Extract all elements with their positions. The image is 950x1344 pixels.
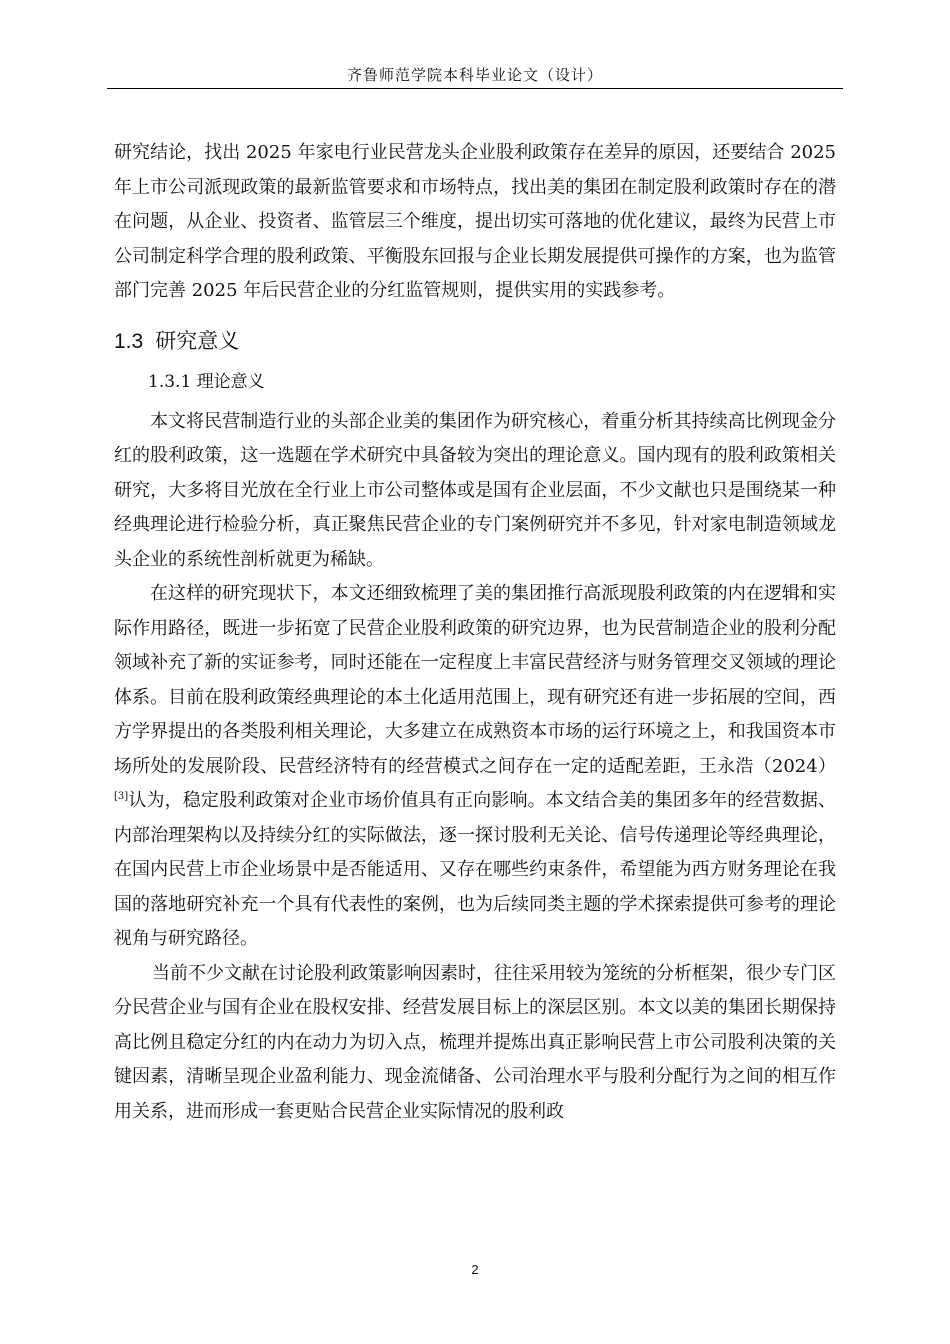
page-header: 齐鲁师范学院本科毕业论文（设计） <box>346 66 603 84</box>
paragraph-2 <box>114 577 836 957</box>
section-title: 研究意义 <box>155 329 240 353</box>
paragraph-1: 本文将民营制造行业的头部企业美的集团作为研究核心，着重分析其持续高比例现金分红的股利政策，这一选题在学术研究中具备较为突出的理论意义。国内现有的股利政策相关研究，大多将目光放在全行业上市公司整体或是国有企业层面，不少文献也只是围绕某一种经典理论进行检验分析，真正聚焦民营企业的专门案例研究并不多见，针对家电制造领域龙头企业的系统性剖析就更为稀缺。 <box>114 410 836 570</box>
subsection-heading: 1.3.1 理论意义 <box>148 371 265 392</box>
paragraph-2-text-a: 在这样的研究现状下，本文还细致梳理了美的集团推行高派现股利政策的内在逻辑和实际作用路径，既进一步拓宽了民营企业股利政策的研究边界，也为民营制造企业的股利分配领域补充了新的实证参考，同时还能在一定程度上丰富民营经济与财务管理交叉领域的理论体系。目前在股利政策经典理论的本土化适用范围上，现有研究还有进一步拓展的空间，西方学界提出的各类股利相关理论，大多建立在成熟资本市场的运行环境之上，和我国资本市场所处的发展阶段、民营经济特有的经营模式之间存在一定的适配差距，王永浩（2024） <box>114 583 836 777</box>
paragraph-3: 当前不少文献在讨论股利政策影响因素时，往往采用较为笼统的分析框架，很少专门区分民营企业与国有企业在股权安排、经营发展目标上的深层区别。本文以美的集团长期保持高比例且稳定分红的内在动力为切入点，梳理并提炼出真正影响民营上市公司股利决策的关键因素，清晰呈现企业盈利能力、现金流储备、公司治理水平与股利分配行为之间的相互作用关系，进而形成一套更贴合民营企业实际情况的股利政 <box>114 962 836 1122</box>
section-heading <box>114 327 836 357</box>
section-number: 1.3 <box>114 329 144 353</box>
page-body <box>114 136 836 1129</box>
citation-3[interactable]: [3] <box>114 791 129 802</box>
page-number: 2 <box>471 1262 479 1277</box>
intro-paragraph: 研究结论，找出 2025 年家电行业民营龙头企业股利政策存在差异的原因，还要结合 2025 年上市公司派现政策的最新监管要求和市场特点，找出美的集团在制定股利政策时存在的潜在问题，从企业、投资者、监管层三个维度，提出切实可落地的优化建议，最终为民营上市公司制定科学合理的股利政策、平衡股东回报与企业长期发展提供可操作的方案，也为监管部门完善 2025 年后民营企业的分红监管规则，提供实用的实践参考。 <box>114 142 836 301</box>
paragraph-2-text-b: 认为，稳定股利政策对企业市场价值具有正向影响。本文结合美的集团多年的经营数据、内部治理架构以及持续分红的实际做法，逐一探讨股利无关论、信号传递理论等经典理论，在国内民营上市企业场景中是否能适用、又存在哪些约束条件，希望能为西方财务理论在我国的落地研究补充一个具有代表性的案例，也为后续同类主题的学术探索提供可参考的理论视角与研究路径。 <box>114 790 836 949</box>
header-rule <box>107 88 843 89</box>
